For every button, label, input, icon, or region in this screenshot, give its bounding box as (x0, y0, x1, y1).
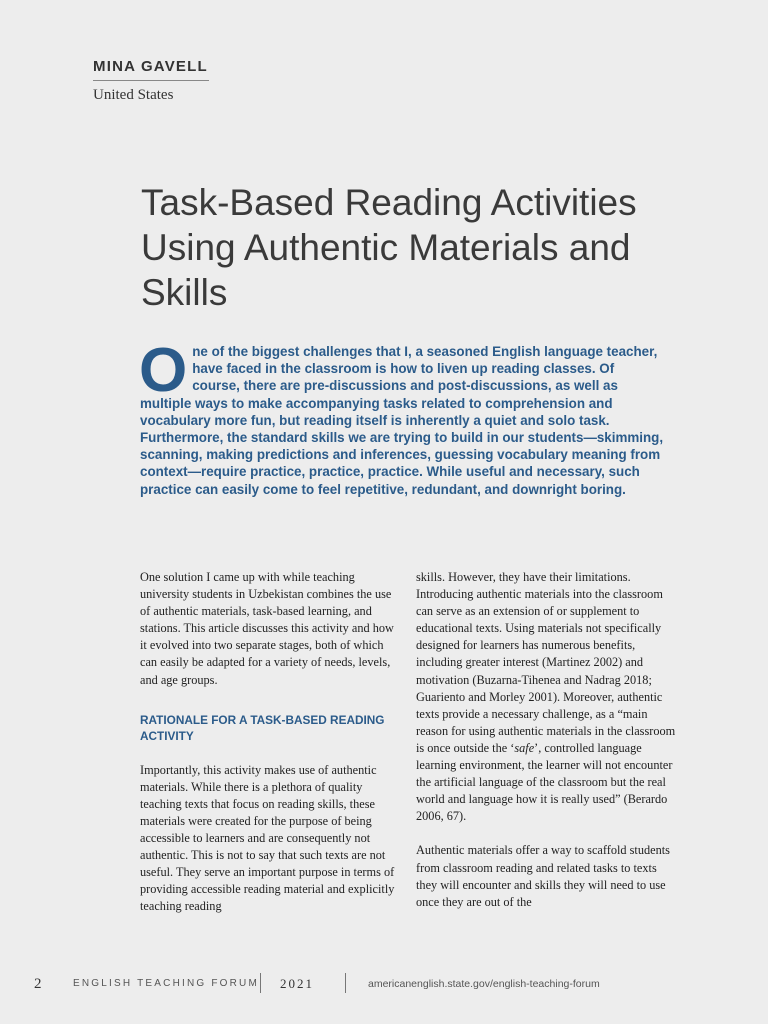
drop-cap: O (139, 336, 188, 405)
issue-year: 2021 (280, 976, 314, 991)
intro-text: ne of the biggest challenges that I, a seasoned English language teacher, have faced in the classroom is how to liven up reading classes. Of course, there are pre-discussions and post-discussions, as well as multiple ways to make accompanying tasks related to comprehension and vocabulary more fun, but reading itself is inherently a quiet and solo task. Furthermore, the standard skills we are trying to build in our students—skimming, scanning, making predictions and inferences, guessing vocabulary meaning from context—require practice, practice, practice. While useful and necessary, such practice can easily come to feel repetitive, redundant, and downright boring. (140, 344, 664, 497)
right-column (416, 569, 676, 911)
body-paragraph (416, 569, 676, 825)
body-paragraph: Importantly, this activity makes use of authentic materials. While there is a plethora of quality teaching texts that focus on reading skills, these materials were created for the purpose of being accessible to learners and are consequently not authentic. This is not to say that such texts are not useful. They serve an important purpose in terms of providing accessible reading material and explicitly teaching reading (140, 762, 395, 914)
article-title: Task-Based Reading Activities Using Authentic Materials and Skills (141, 182, 637, 313)
footer-divider (345, 973, 346, 993)
body-paragraph: One solution I came up with while teaching university students in Uzbekistan combines the use of authentic materials, task-based learning, and stations. This article discusses this activity and how it evolved into two separate stages, both of which can easily be adapted for a variety of needs, levels, and age groups. (140, 570, 394, 687)
footer-url[interactable]: americanenglish.state.gov/english-teaching-forum (368, 978, 600, 990)
intro-paragraph (139, 336, 665, 498)
body-text: skills. However, they have their limitations. Introducing authentic materials into the classroom can serve as an extension of or supplement to educational texts. Using materials not specifically designed for learners has numerous benefits, including greater interest (Martinez 2002) and motivation (Buzarna-Tihenea and Nadrag 2018; Guariento and Morley 2001). Moreover, authentic texts provide a necessary challenge, as a “main reason for using authentic materials in the classroom is once outside the ‘ (416, 570, 676, 755)
left-column (140, 569, 400, 916)
body-paragraph: Authentic materials offer a way to scaffold students from classroom reading and related tasks to texts they will encounter and skills they will need to use once they are out of the (416, 843, 670, 909)
journal-name: ENGLISH TEACHING FORUM (73, 978, 260, 989)
author-country: United States (93, 87, 174, 103)
author-name: MINA GAVELL (93, 58, 209, 81)
footer-divider (260, 973, 261, 993)
italic-word: safe (514, 740, 535, 755)
page-footer (0, 972, 768, 998)
page-number: 2 (34, 976, 42, 992)
section-heading: RATIONALE FOR A TASK-BASED READING ACTIVITY (140, 712, 385, 743)
body-text: ’, controlled language learning environment, the learner will not encounter the artificial language of the classroom but the real world and language how it is really used” (Berardo 2006, 67). (416, 740, 673, 824)
author-block (93, 58, 209, 104)
